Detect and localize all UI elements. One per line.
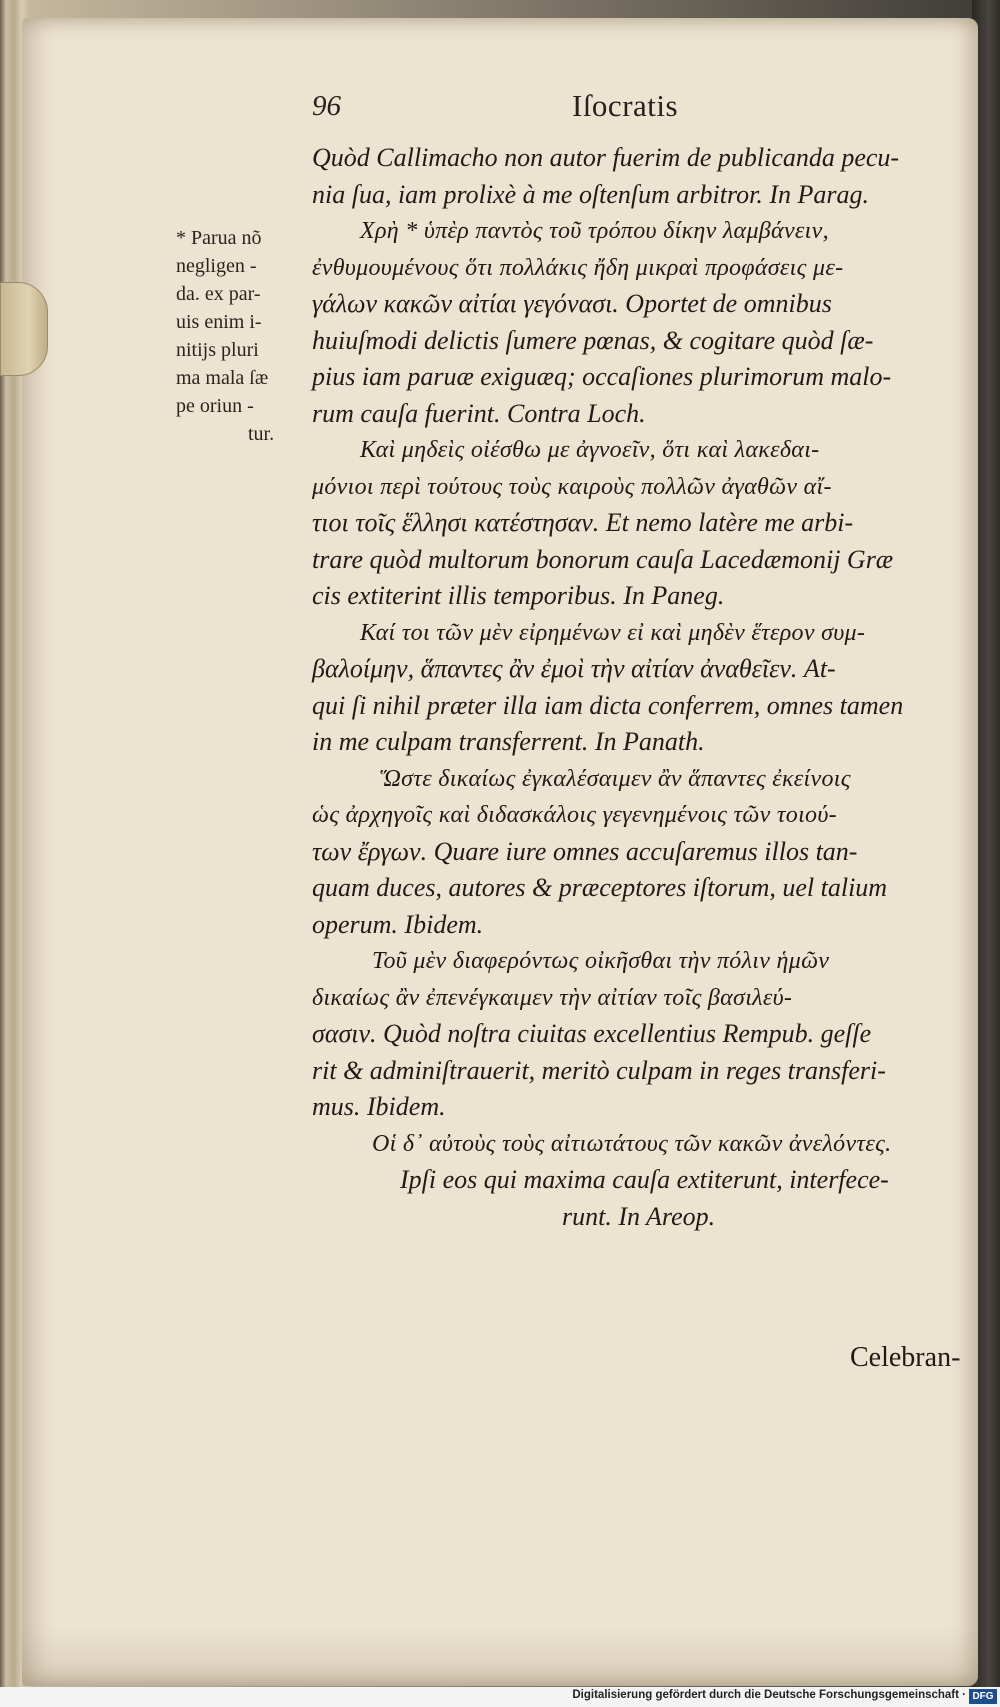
- margin-note-line: da. ex par-: [176, 283, 261, 305]
- header-title: Iſocratis: [572, 88, 679, 123]
- text-line: pius iam paruæ exiguæq; occaſiones plurimorum malo-: [312, 362, 892, 391]
- text-line: Τοῦ μὲν διαφερόντως οἰκῆσθαι τὴν πόλιν ἡμῶν: [372, 948, 830, 974]
- text-line: των ἔργων. Quare iure omnes accuſaremus illos tan-: [312, 836, 858, 866]
- footer-bar: [0, 1687, 1000, 1707]
- text-line: Ipſi eos qui maxima cauſa extiterunt, interfece-: [400, 1165, 889, 1194]
- margin-note-line: ma mala ſæ: [176, 367, 269, 389]
- text-line: μόνιοι περὶ τούτους τοὺς καιροὺς πολλῶν ἀγαθῶν αἴ-: [312, 473, 832, 500]
- margin-note-line: nitijs pluri: [176, 339, 259, 361]
- text-line: qui ſi nihil præter illa iam dicta conferrem, omnes tamen: [312, 690, 904, 720]
- text-line: σασιν. Quòd noſtra ciuitas excellentius Rempub. geſſe: [312, 1019, 872, 1048]
- page-number: 96: [312, 90, 341, 122]
- text-line: mus. Ibidem.: [312, 1092, 446, 1121]
- text-line: Ὥστε δικαίως ἐγκαλέσαιμεν ἂν ἅπαντες ἐκείνοις: [380, 765, 851, 792]
- text-line: rit & adminiſtrauerit, meritò culpam in reges transferi-: [312, 1055, 886, 1085]
- text-line: Καὶ μηδεὶς οἰέσθω με ἀγνοεῖν, ὅτι καὶ λακεδαι-: [360, 437, 820, 463]
- text-line: Καί τοι τῶν μὲν εἰρημένων εἰ καὶ μηδὲν ἕτερον συμ-: [360, 619, 866, 646]
- text-line: in me culpam transferrent. In Panath.: [312, 727, 705, 756]
- margin-note-line: * Parua nõ: [176, 227, 262, 249]
- text-line: runt. In Areop.: [562, 1201, 716, 1231]
- text-line: nia ſua, iam prolixè à me oſtenſum arbitror. In Parag.: [312, 179, 870, 209]
- footer-credit: Digitalisierung gefördert durch die Deutsche Forschungsgemeinschaft ·: [572, 1689, 966, 1701]
- text-line: Οἱ δ᾽ αὐτοὺς τοὺς αἰτιωτάτους τῶν κακῶν ἀνελόντες.: [372, 1130, 892, 1157]
- text-line: rum cauſa fuerint. Contra Loch.: [312, 398, 646, 428]
- page-clip: [0, 282, 48, 376]
- text-line: Χρὴ * ὑπὲρ παντὸς τοῦ τρόπου δίκην λαμβάνειν,: [360, 218, 829, 244]
- margin-note-line: uis enim i-: [176, 311, 262, 333]
- margin-note-line: negligen -: [176, 255, 257, 277]
- margin-note-line: tur.: [248, 423, 275, 445]
- margin-note: [176, 224, 308, 448]
- text-line: γάλων κακῶν αἰτίαι γεγόνασι. Oportet de omnibus: [312, 289, 832, 318]
- running-head: [0, 88, 1000, 128]
- text-line: βαλοίμην, ἅπαντες ἂν ἐμοὶ τὴν αἰτίαν ἀναθεῖεν. At-: [312, 654, 836, 683]
- text-line: Quòd Callimacho non autor fuerim de publicanda pecu-: [312, 143, 900, 172]
- text-line: huiuſmodi delictis ſumere pœnas, & cogitare quòd ſæ-: [312, 325, 874, 355]
- text-line: δικαίως ἂν ἐπενέγκαιμεν τὴν αἰτίαν τοῖς βασιλεύ-: [312, 984, 793, 1011]
- text-line: τιοι τοῖς ἕλλησι κατέστησαν. Et nemo latère me arbi-: [312, 508, 854, 537]
- margin-note-line: pe oriun -: [176, 395, 254, 417]
- text-line: cis extiterint illis temporibus. In Paneg.: [312, 581, 725, 610]
- body-text: [312, 140, 962, 1235]
- text-line: operum. Ibidem.: [312, 909, 484, 939]
- text-line: ὡς ἀρχηγοῖς καὶ διδασκάλοις γεγενημένοις τῶν τοιού-: [312, 802, 837, 828]
- dfg-logo: DFG: [969, 1689, 997, 1704]
- catchword: Celebran-: [850, 1342, 961, 1373]
- text-line: quam duces, autores & præceptores iſtorum, uel talium: [312, 873, 888, 902]
- text-line: ἐνθυμουμένους ὅτι πολλάκις ἤδη μικραὶ προφάσεις με-: [312, 254, 844, 281]
- text-line: trare quòd multorum bonorum cauſa Lacedæmonij Græ: [312, 544, 894, 574]
